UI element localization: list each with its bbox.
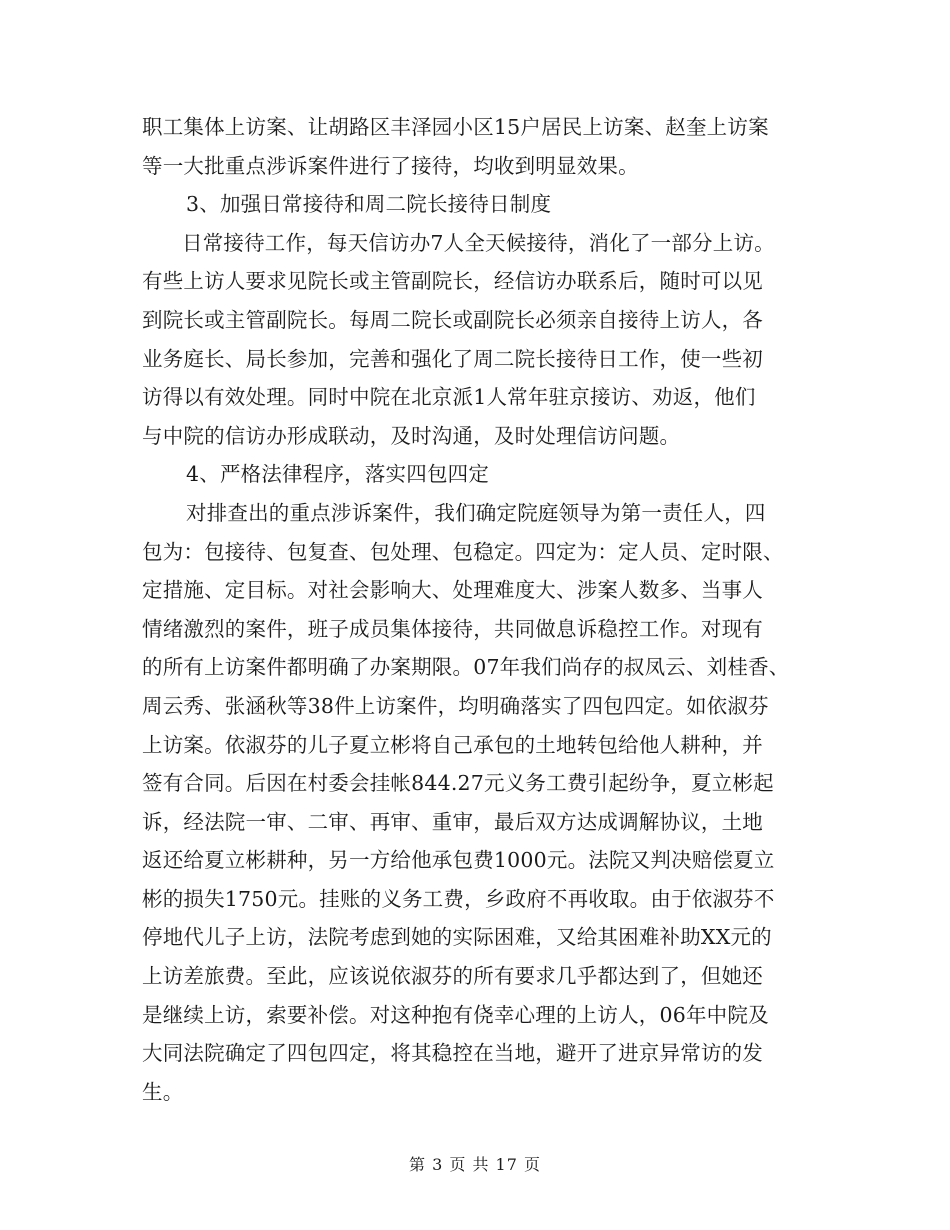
paragraph-line: 职工集体上访案、让胡路区丰泽园小区15户居民上访案、赵奎上访案 [142, 115, 769, 139]
paragraph-line: 日常接待工作，每天信访办7人全天候接待，消化了一部分上访。 [182, 230, 775, 255]
paragraph-line: 情绪激烈的案件，班子成员集体接待，共同做息诉稳控工作。对现有 [142, 616, 763, 641]
paragraph-line: 大同法院确定了四包四定，将其稳控在当地，避开了进京异常访的发 [142, 1041, 763, 1066]
paragraph-line: 等一大批重点涉诉案件进行了接待，均收到明显效果。 [142, 153, 639, 178]
paragraph-line: 与中院的信访办形成联动，及时沟通，及时处理信访问题。 [142, 423, 681, 448]
paragraph-line: 生。 [142, 1079, 184, 1104]
paragraph-line: 包为：包接待、包复查、包处理、包稳定。四定为：定人员、定时限、 [142, 539, 784, 564]
paragraph-line: 是继续上访，索要补偿。对这种抱有侥幸心理的上访人，06年中院及 [142, 1002, 769, 1027]
paragraph-line: 周云秀、张涵秋等38件上访案件，均明确落实了四包四定。如依淑芬 [142, 693, 769, 718]
page-footer: 第 3 页 共 17 页 [409, 1155, 541, 1174]
paragraph-line: 访得以有效处理。同时中院在北京派1人常年驻京接访、劝返，他们 [142, 385, 756, 410]
paragraph-line: 停地代儿子上访，法院考虑到她的实际困难，又给其困难补助XX元的 [142, 925, 772, 950]
paragraph-line: 的所有上访案件都明确了办案期限。07年我们尚存的叔凤云、刘桂香、 [142, 655, 790, 680]
paragraph-line: 到院长或主管副院长。每周二院长或副院长必须亲自接待上访人，各 [142, 307, 763, 332]
section-heading: 4、严格法律程序，落实四包四定 [186, 462, 490, 487]
paragraph-line: 对排查出的重点涉诉案件，我们确定院庭领导为第一责任人，四 [186, 500, 766, 525]
paragraph-line: 彬的损失1750元。挂账的义务工费，乡政府不再收取。由于依淑芬不 [142, 886, 775, 911]
paragraph-line: 上访案。依淑芬的儿子夏立彬将自己承包的土地转包给他人耕种，并 [142, 732, 763, 757]
paragraph-line: 上访差旅费。至此，应该说依淑芬的所有要求几乎都达到了，但她还 [142, 964, 763, 989]
document-body [142, 108, 812, 1111]
section-heading: 3、加强日常接待和周二院长接待日制度 [186, 192, 552, 217]
paragraph-line: 业务庭长、局长参加，完善和强化了周二院长接待日工作，使一些初 [142, 346, 763, 371]
paragraph-line: 有些上访人要求见院长或主管副院长，经信访办联系后，随时可以见 [142, 269, 763, 294]
paragraph-line: 诉，经法院一审、二审、再审、重审，最后双方达成调解协议，土地 [142, 809, 763, 834]
paragraph-line: 签有合同。后因在村委会挂帐844.27元义务工费引起纷争，夏立彬起 [142, 771, 774, 796]
paragraph-line: 返还给夏立彬耕种，另一方给他承包费1000元。法院又判决赔偿夏立 [142, 848, 775, 873]
paragraph-line: 定措施、定目标。对社会影响大、处理难度大、涉案人数多、当事人 [142, 578, 763, 603]
